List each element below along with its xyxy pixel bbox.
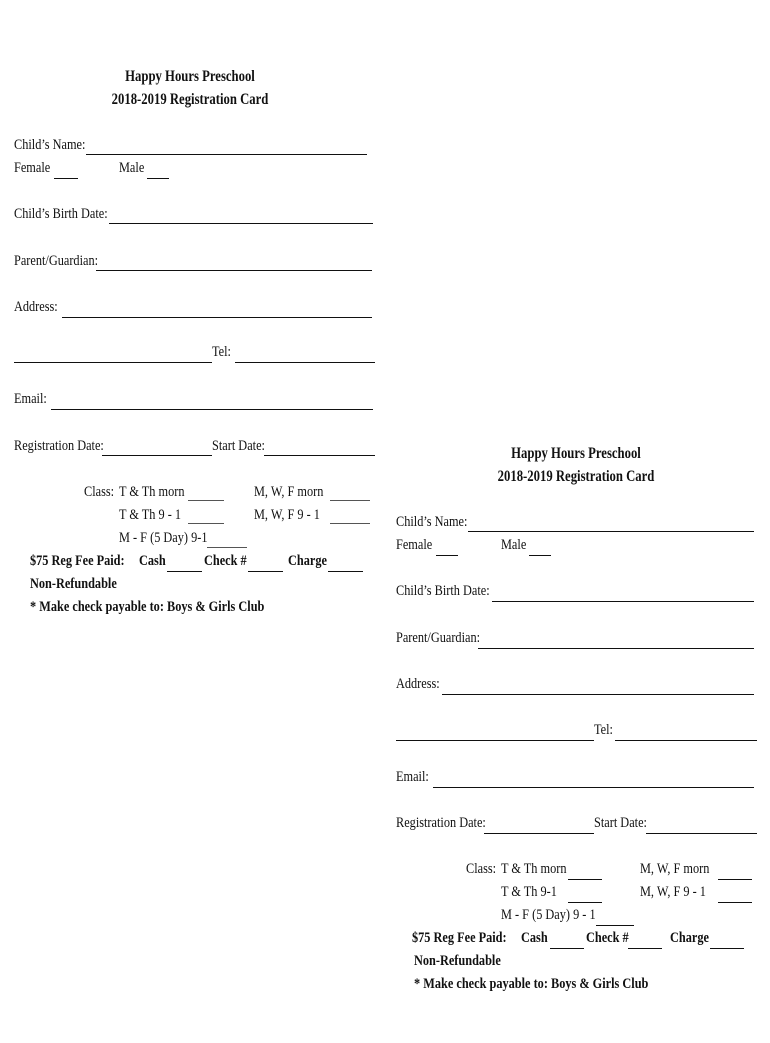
birth-date-field[interactable] (109, 223, 373, 224)
female-field[interactable] (436, 555, 458, 556)
birth-date-field[interactable] (492, 601, 754, 602)
reg-fee-label: $75 Reg Fee Paid: (30, 553, 125, 569)
tel-label: Tel: (212, 344, 231, 360)
class-label: Class: (466, 861, 497, 877)
class-mf-5day-field[interactable] (596, 925, 634, 926)
class-option-tth-9-1: T & Th 9-1 (501, 884, 557, 900)
class-option-mf-5day: M - F (5 Day) 9-1 (119, 530, 208, 546)
address-label: Address: (396, 676, 440, 692)
class-option-mwf-morn: M, W, F morn (254, 484, 324, 500)
address-field[interactable] (62, 317, 372, 318)
address-field[interactable] (442, 694, 754, 695)
start-date-label: Start Date: (594, 815, 647, 831)
class-label: Class: (84, 484, 115, 500)
registration-date-label: Registration Date: (14, 438, 104, 454)
start-date-label: Start Date: (212, 438, 265, 454)
class-option-tth-morn: T & Th morn (119, 484, 185, 500)
non-refundable-note: Non-Refundable (414, 953, 501, 969)
tel-label: Tel: (594, 722, 613, 738)
birth-date-label: Child’s Birth Date: (14, 206, 108, 222)
female-label: Female (396, 537, 433, 553)
parent-guardian-field[interactable] (96, 270, 372, 271)
check-label: Check # (204, 553, 247, 569)
charge-field[interactable] (710, 948, 744, 949)
registration-card-2 (382, 443, 762, 1043)
male-field[interactable] (529, 555, 551, 556)
class-mwf-9-1-field[interactable] (330, 523, 370, 524)
email-field[interactable] (51, 409, 373, 410)
class-option-mwf-9-1: M, W, F 9 - 1 (640, 884, 706, 900)
registration-date-field[interactable] (484, 833, 594, 834)
address-line-2-field[interactable] (396, 740, 594, 741)
male-label: Male (119, 160, 145, 176)
childs-name-label: Child’s Name: (396, 514, 468, 530)
charge-label: Charge (288, 553, 327, 569)
reg-fee-label: $75 Reg Fee Paid: (412, 930, 507, 946)
class-mwf-morn-field[interactable] (718, 879, 752, 880)
check-label: Check # (586, 930, 629, 946)
cash-field[interactable] (167, 571, 202, 572)
email-label: Email: (14, 391, 47, 407)
class-tth-morn-field[interactable] (568, 879, 602, 880)
class-option-mwf-morn: M, W, F morn (640, 861, 710, 877)
charge-field[interactable] (328, 571, 363, 572)
non-refundable-note: Non-Refundable (30, 576, 117, 592)
card-subtitle: 2018-2019 Registration Card (111, 91, 269, 108)
tel-field[interactable] (615, 740, 757, 741)
birth-date-label: Child’s Birth Date: (396, 583, 490, 599)
class-mf-5day-field[interactable] (207, 547, 247, 548)
class-mwf-morn-field[interactable] (330, 500, 370, 501)
parent-guardian-field[interactable] (478, 648, 754, 649)
address-label: Address: (14, 299, 58, 315)
female-field[interactable] (54, 178, 78, 179)
parent-guardian-label: Parent/Guardian: (14, 253, 99, 269)
tel-field[interactable] (235, 362, 375, 363)
childs-name-field[interactable] (468, 531, 754, 532)
registration-date-label: Registration Date: (396, 815, 486, 831)
check-number-field[interactable] (628, 948, 662, 949)
class-option-tth-morn: T & Th morn (501, 861, 567, 877)
childs-name-field[interactable] (86, 154, 367, 155)
start-date-field[interactable] (646, 833, 757, 834)
card-title: Happy Hours Preschool (125, 68, 255, 85)
class-tth-9-1-field[interactable] (568, 902, 602, 903)
childs-name-label: Child’s Name: (14, 137, 86, 153)
check-number-field[interactable] (248, 571, 283, 572)
address-line-2-field[interactable] (14, 362, 212, 363)
class-option-tth-9-1: T & Th 9 - 1 (119, 507, 182, 523)
registration-card-1 (0, 66, 380, 666)
check-payable-note: * Make check payable to: Boys & Girls Club (30, 599, 265, 615)
start-date-field[interactable] (264, 455, 375, 456)
card-subtitle: 2018-2019 Registration Card (497, 468, 655, 485)
class-option-mf-5day: M - F (5 Day) 9 - 1 (501, 907, 596, 923)
class-tth-morn-field[interactable] (188, 500, 224, 501)
class-tth-9-1-field[interactable] (188, 523, 224, 524)
cash-label: Cash (139, 553, 166, 569)
email-label: Email: (396, 769, 429, 785)
male-field[interactable] (147, 178, 169, 179)
card-title: Happy Hours Preschool (511, 445, 641, 462)
cash-label: Cash (521, 930, 548, 946)
email-field[interactable] (433, 787, 754, 788)
parent-guardian-label: Parent/Guardian: (396, 630, 481, 646)
male-label: Male (501, 537, 527, 553)
charge-label: Charge (670, 930, 709, 946)
class-mwf-9-1-field[interactable] (718, 902, 752, 903)
class-option-mwf-9-1: M, W, F 9 - 1 (254, 507, 320, 523)
registration-date-field[interactable] (102, 455, 212, 456)
cash-field[interactable] (550, 948, 584, 949)
check-payable-note: * Make check payable to: Boys & Girls Club (414, 976, 649, 992)
female-label: Female (14, 160, 51, 176)
